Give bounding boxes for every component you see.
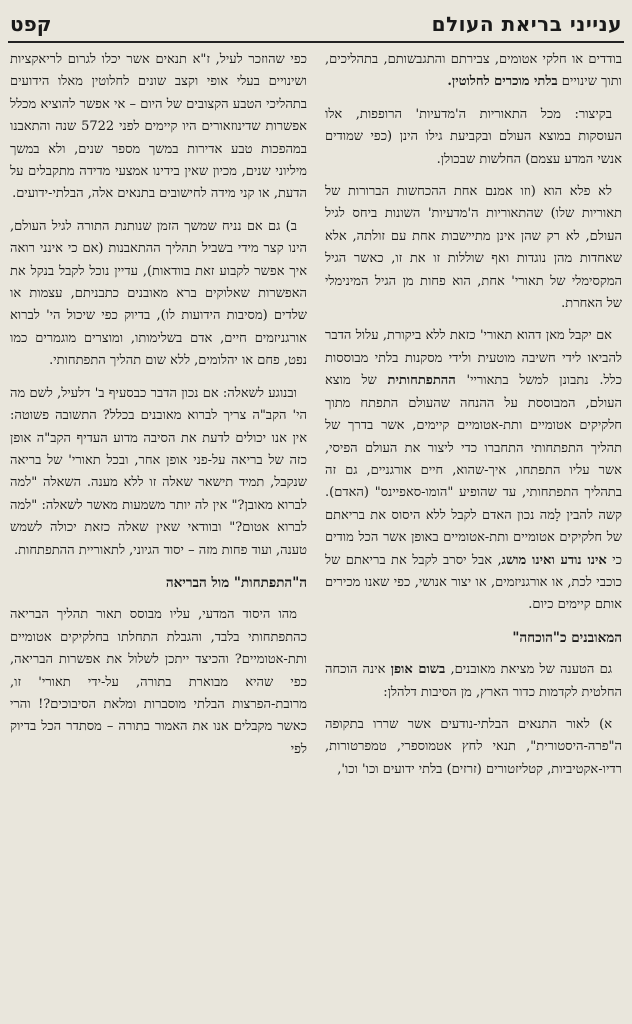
paragraph: מהו היסוד המדעי, עליו מבוסס תאור תהליך הבריאה כהתפתחותי בלבד, והגבלת התחלתו בחלקיקים אטומיים ותת-אטומיים? והכיצד ייתכן לשלול את אפשרות הבריאה, כפי שהיא מבוארת בתורה, על-ידי תאורי' זו, מרובת-הפרצות הבלתי מוסברות ומלאת הסיבוכים?! והרי כאשר מקבלים אנו את האמור בתורה – מסתדר הכל בדיוק לפי	[10, 607, 307, 757]
paragraph: גם הטענה של מציאת מאובנים, בשום אופן אינה הוכחה החלטית לקדמות כדור הארץ, מן הסיבות דלהלן:	[325, 662, 622, 700]
left-column	[10, 49, 307, 1016]
paragraph: בקיצור: מכל התאוריות ה'מדעיות' הרופפות, אלו העוסקות במוצא העולם ובקביעת גילו הינן (כפי שמודים אנשי המדע עצמם) החלשות שבכולן.	[325, 106, 622, 167]
paragraph: ובנוגע לשאלה: אם נכון הדבר כבסעיף ב' דלעיל, לשם מה הי' הקב"ה צריך לברוא מאובנים בכלל? התשובה פשוטה: אין אנו יכולים לדעת את הסיבה מדוע העדיף הקב"ה אופן כזה של בריאה על-פני אופן אחר, ובכל תאורי' של בריאה שנקבל, תמיד תישאר שאלה זו ללא מענה. השאלה "למה לברוא מאובן?" אין לה יותר משמעות מאשר לשאלה: "למה לברוא אטום?" ובוודאי שאין שאלה כזאת יכולה לשמש טענה, ועוד פחות מזה – יסוד הגיוני, לתאוריית ההתפתחות.	[10, 385, 307, 558]
header-rule	[8, 41, 624, 43]
section-heading: המאובנים כ"הוכחה"	[512, 629, 622, 646]
page-number: קפט	[10, 12, 52, 36]
paragraph: לא פלא הוא (וזו אמנם אחת ההכחשות הברורות של תאוריות שלו) שהתאוריות ה'מדעיות' השונות ביחס לגיל העולם, לא רק שהן אינן מתיישבות אחת עם זולתה, אלא שאחדות מהן נוגדות ואף שוללות זו את זו, כאשר הגיל המקסימלי של תאורי' אחת, הוא פחות מן הגיל המינימלי של האחרת.	[325, 184, 622, 312]
text-columns	[10, 49, 622, 1016]
right-column	[325, 49, 622, 1016]
paragraph: בודדים או חלקי אטומים, צבירתם והתגבשותם, בתהליכים, ותוך שינויים בלתי מוכרים לחלוטין.	[325, 52, 622, 90]
paragraph: כפי שהוזכר לעיל, ז"א תנאים אשר יכלו לגרום לריאקציות ושינויים בעלי אופי וקצב שונים לחלוטין מאלו הידועים בתהליכי הטבע הקצובים של היום – אי אפשר להוציא מכלל אפשרות שדינוזאורים היו קיימים לפני 5722 שנה והתאבנו במהפכות טבע אדירות במשך מספר שנים, ולא במשך מיליוני שנים, מכיון שאין בידינו אמצעי מדידה מתקבלים על הדעת, או קני מידה לחישובים בתנאים אלה, הבלתי-ידועים.	[10, 52, 307, 202]
book-title: ענייני בריאת העולם	[431, 12, 622, 36]
section-heading: ה"התפתחות" מול הבריאה	[165, 574, 307, 591]
running-header	[0, 0, 632, 40]
paragraph: א) לאור התנאים הבלתי-נודעים אשר שררו בתקופה ה"פרה-היסטורית", תנאי לחץ אטמוספרי, טמפרטורות, רדיו-אקטיביות, קטליזטורים (זרזים) בלתי ידועים וכו' וכו',	[325, 716, 622, 777]
paragraph: אם יקבל מאן דהוא תאורי' כזאת ללא ביקורת, עלול הדבר להביאו לידי חשיבה מוטעית ולידי מסקנות בלתי מבוססות כלל. נתבונן למשל בתאוריי' ההתפתחותית של מוצא העולם, המבוססת על ההנחה שהעולם התפתח מתוך חלקיקים אטומיים ותת-אטומיים קיימים, אשר בדרך של תהליך התפתחותי התחברו כדי ליצור את העולם הפיסי, אשר עליו התפתחו, איך-שהוא, חיים אורגניים, גם זה בתהליך התפתחותי, עד שהופיע "הומו-סאפיינס" (האדם). קשה להבין לָמה נכון האדם לקבל ללא היסוס את בריאתם של חלקיקים אטומיים ותת-אטומיים באופן אשר הכל מודים כי אינו נודע ואינו מושג, אבל יסרב לקבל את בריאתם של כוכבי לכת, או אורגניזמים, או יצור אנושי, כפי שאנו מכירים אותם קיימים כיום.	[325, 328, 622, 613]
paragraph: ב) גם אם נניח שמשך הזמן שנותנת התורה לגיל העולם, הינו קצר מידי בשביל תהליך ההתאבנות (אם כי אינני רואה איך אפשר לקבוע זאת בוודאות), עדיין נוכל לקבל בנקל את האפשרות שאלוקים ברא מאובנים כתבניתם, עצמות או שלדים (מסיבות הידועות לו), בדיוק כפי שיכול הי' לברוא אורגניזמים חיים, אדם בשלימותו, ומוצרים מוגמרים כמו נפט, פחם או יהלומים, ללא שום תהליך התפתחותי.	[10, 218, 307, 369]
